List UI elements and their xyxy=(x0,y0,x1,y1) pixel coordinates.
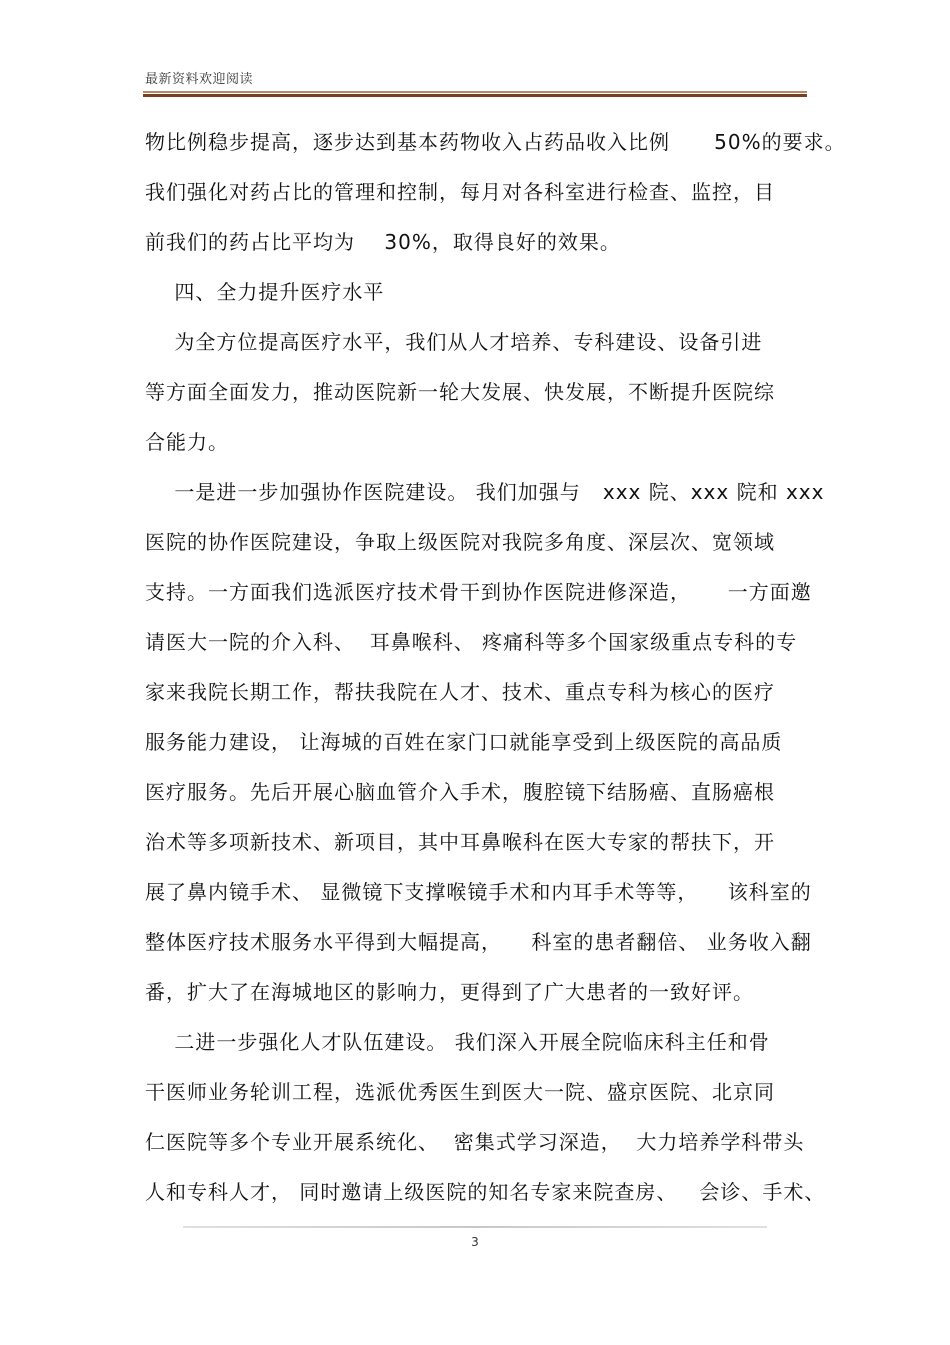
text-line: 为全方位提高医疗水平，我们从人才培养、专科建设、设备引进 xyxy=(145,330,763,354)
text-line: 二进一步强化人才队伍建设。 我们深入开展全院临床科主任和骨 xyxy=(145,1030,770,1054)
text-line: 前我们的药占比平均为 30%，取得良好的效果。 xyxy=(145,230,621,254)
page-header: 最新资料欢迎阅读 xyxy=(145,72,254,87)
text-line: 干医师业务轮训工程，选派优秀医生到医大一院、盛京医院、北京同 xyxy=(145,1080,775,1104)
text-line: 支持。一方面我们选派医疗技术骨干到协作医院进修深造， 一方面邀 xyxy=(145,580,812,604)
text-line: 合能力。 xyxy=(145,430,229,454)
text-line: 治术等多项新技术、新项目，其中耳鼻喉科在医大专家的帮扶下，开 xyxy=(145,830,775,854)
text-line: 医疗服务。先后开展心脑血管介入手术，腹腔镜下结肠癌、直肠癌根 xyxy=(145,780,775,804)
text-line: 请医大一院的介入科、 耳鼻喉科、 疼痛科等多个国家级重点专科的专 xyxy=(145,630,798,654)
header-divider xyxy=(143,91,807,97)
text-line: 整体医疗技术服务水平得到大幅提高， 科室的患者翻倍、 业务收入翻 xyxy=(145,930,812,954)
text-line: 人和专科人才， 同时邀请上级医院的知名专家来院查房、 会诊、手术、 xyxy=(145,1180,826,1204)
text-line: 服务能力建设， 让海城的百姓在家门口就能享受到上级医院的高品质 xyxy=(145,730,783,754)
text-line: 家来我院长期工作，帮扶我院在人才、技术、重点专科为核心的医疗 xyxy=(145,680,775,704)
text-line: 我们强化对药占比的管理和控制，每月对各科室进行检查、监控，目 xyxy=(145,180,775,204)
text-line: 番，扩大了在海城地区的影响力，更得到了广大患者的一致好评。 xyxy=(145,980,754,1004)
section-heading: 四、全力提升医疗水平 xyxy=(145,280,385,304)
text-line: 仁医院等多个专业开展系统化、 密集式学习深造， 大力培养学科带头 xyxy=(145,1130,805,1154)
text-line: 展了鼻内镜手术、 显微镜下支撑喉镜手术和内耳手术等等， 该科室的 xyxy=(145,880,812,904)
text-line: 一是进一步加强协作医院建设。 我们加强与 xxx 院、xxx 院和 xxx xyxy=(145,480,825,504)
page-number: 3 xyxy=(471,1235,479,1249)
text-line: 物比例稳步提高，逐步达到基本药物收入占药品收入比例 50%的要求。 xyxy=(145,130,846,154)
footer-divider xyxy=(183,1226,767,1228)
text-line: 医院的协作医院建设，争取上级医院对我院多角度、深层次、宽领域 xyxy=(145,530,775,554)
text-line: 等方面全面发力，推动医院新一轮大发展、快发展，不断提升医院综 xyxy=(145,380,775,404)
